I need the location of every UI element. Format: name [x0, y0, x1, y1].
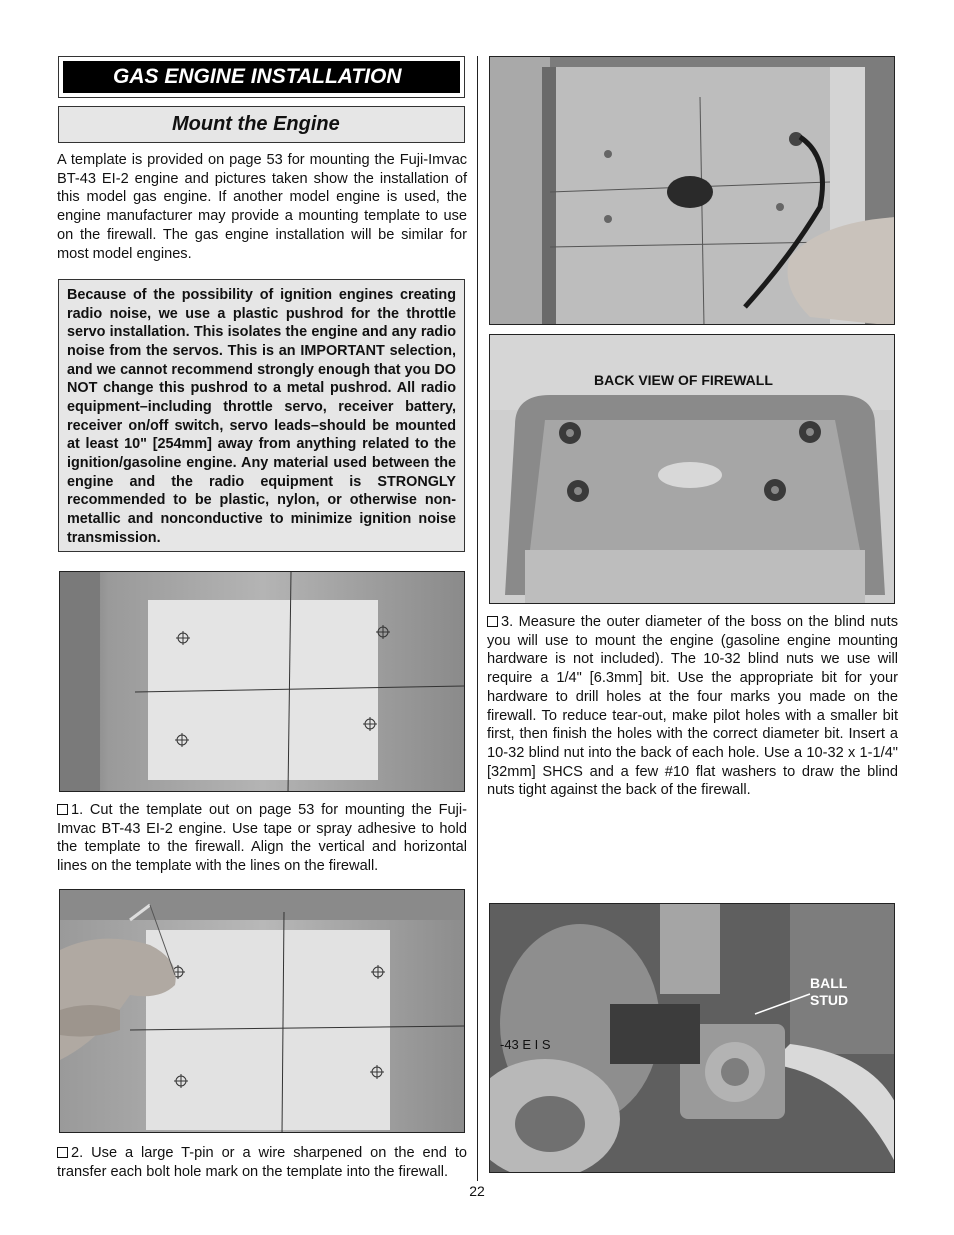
- subsection-title: Mount the Engine: [58, 106, 465, 143]
- intro-paragraph: A template is provided on page 53 for mounting the Fuji-Imvac BT-43 EI-2 engine and pictures taken show the installation of this model gas engine. If another model engine is used, the engine manufacturer may provide a mounting template to use on the firewall. The gas engine installation will be similar for most model engines.: [57, 152, 467, 262]
- step-3: [487, 613, 898, 800]
- warning-text: Because of the possibility of ignition engines creating radio noise, we use a plastic pushrod for the throttle servo installation. This isolates the engine and any radio noise from the servos. This is an IMPORTANT selection, and we cannot recommend strongly enough that you DO NOT change this pushrod to a metal pushrod. All radio equipment–including throttle servo, receiver battery, receiver on/off switch, servo leads–should be mounted at least 10" [254mm] away from anything related to the ignition/gasoline engine. Any material used between the engine and the radio equipment is STRONGLY recommended to be plastic, nylon, or otherwise non-metallic and nonconductive to minimize ignition noise transmission.: [67, 287, 456, 546]
- back-view-label: BACK VIEW OF FIREWALL: [594, 372, 773, 388]
- photo-back-view-firewall: [489, 334, 895, 604]
- section-title-box: [58, 56, 465, 98]
- page-number: 22: [469, 1183, 485, 1199]
- step-2-text: 2. Use a large T-pin or a wire sharpened on the end to transfer each bolt hole mark on the template into the firewall.: [57, 1145, 467, 1180]
- engine-marking: -43 E I S: [500, 1037, 551, 1052]
- step-3-text: 3. Measure the outer diameter of the boss on the blind nuts you will use to mount the engine (gasoline engine mounting hardware is not included). The 10-32 blind nuts we use will require a 1/4" [6.3mm] bit. Use the appropriate bit for your hardware to drill holes at the four marks you made on the firewall. To reduce tear-out, make pilot holes with a smaller bit first, then finish the holes with the correct diameter bit. Insert a 10-32 blind nut into the back of each hole. Use a 10-32 x 1-1/4" [32mm] SHCS and a few #10 flat washers to draw the blind nuts tight against the back of the firewall.: [487, 614, 898, 799]
- column-divider: [477, 56, 478, 1181]
- step-2: [57, 1144, 467, 1181]
- photo-engine-ball-stud: [489, 903, 895, 1173]
- photo-firewall-front: [489, 56, 895, 325]
- step-1-checkbox[interactable]: [57, 804, 68, 815]
- photo-tpin-transfer: [59, 889, 465, 1133]
- step-3-checkbox[interactable]: [487, 616, 498, 627]
- step-2-checkbox[interactable]: [57, 1147, 68, 1158]
- ball-stud-label-line1: BALL: [810, 975, 848, 991]
- photo-template-on-firewall: [59, 571, 465, 792]
- section-title: GAS ENGINE INSTALLATION: [63, 61, 460, 93]
- ball-stud-label-line2: STUD: [810, 992, 849, 1008]
- step-1-text: 1. Cut the template out on page 53 for mounting the Fuji-Imvac BT-43 EI-2 engine. Use tape or spray adhesive to hold the template to the firewall. Align the vertical and horizontal lines on the template with the lines on the firewall.: [57, 802, 467, 875]
- warning-box: [58, 279, 465, 552]
- step-1: [57, 801, 467, 876]
